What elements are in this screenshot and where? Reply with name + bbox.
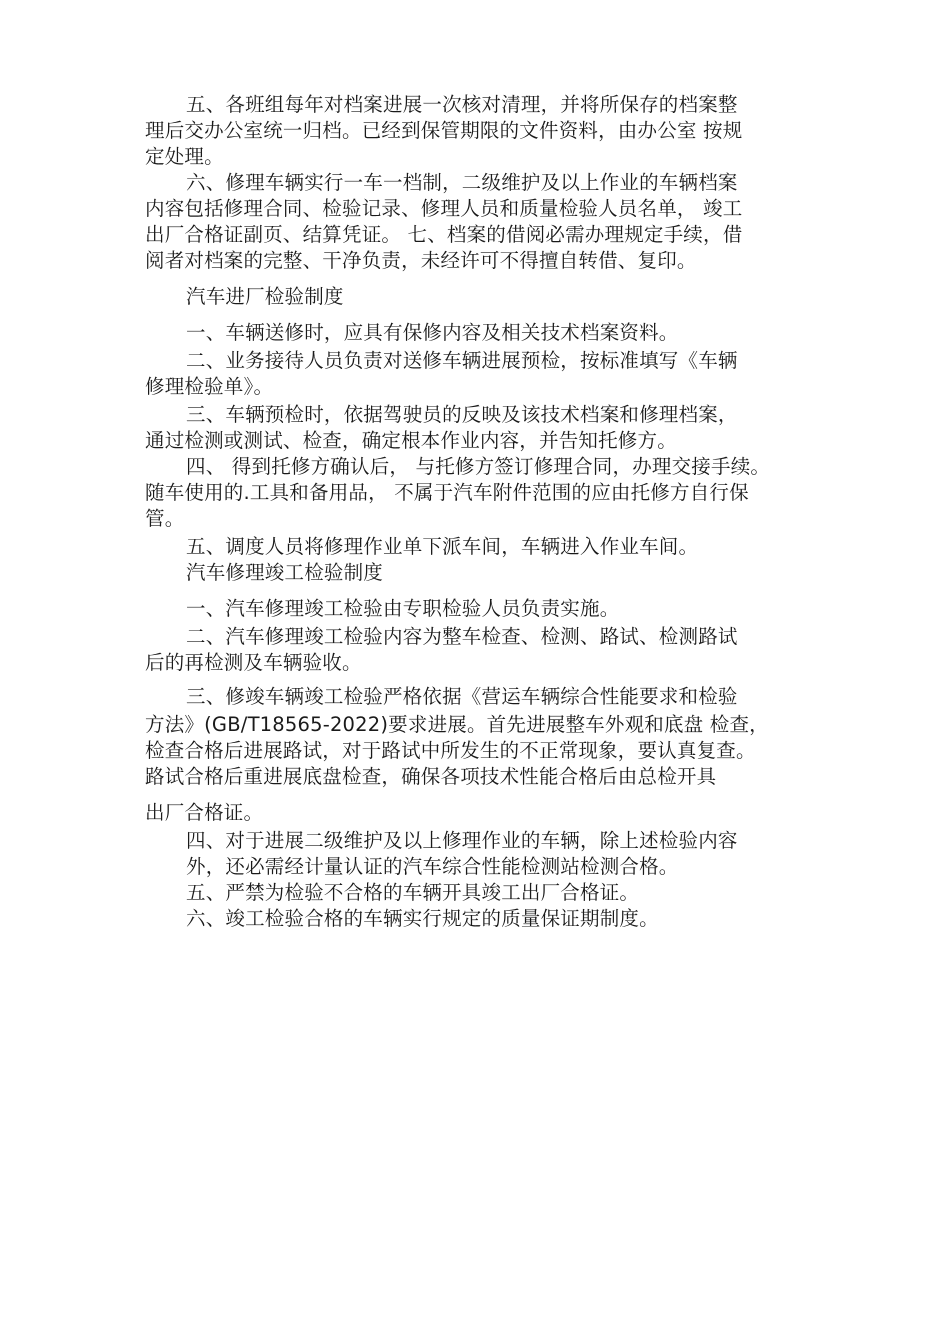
paragraph-line: 修理检验单》。 [145, 375, 274, 398]
paragraph-line: 检查合格后进展路试，对于路试中所发生的不正常现象，要认真复查。 [145, 739, 756, 762]
paragraph-line: 六、竣工检验合格的车辆实行规定的质量保证期制度。 [186, 907, 659, 930]
paragraph-line: 二、业务接待人员负责对送修车辆进展预检，按标准填写《车辆 [186, 349, 738, 372]
paragraph-line: 四、对于进展二级维护及以上修理作业的车辆，除上述检验内容 [186, 829, 738, 852]
paragraph-line: 五、调度人员将修理作业单下派车间，车辆进入作业车间。 [186, 535, 699, 558]
section-heading: 汽车修理竣工检验制度 [186, 561, 384, 584]
paragraph-line: 外，还必需经计量认证的汽车综合性能检测站检测合格。 [186, 855, 679, 878]
paragraph-line: 方法》(GB/T18565-2022)要求进展。首先进展整车外观和底盘 检查， [145, 713, 769, 736]
paragraph-line: 理后交办公室统一归档。已经到保管期限的文件资料，由办公室 按规 [145, 119, 743, 142]
section-heading: 汽车进厂检验制度 [186, 285, 344, 308]
paragraph-line: 一、车辆送修时，应具有保修内容及相关技术档案资料。 [186, 321, 679, 344]
paragraph-line: 一、汽车修理竣工检验由专职检验人员负责实施。 [186, 597, 620, 620]
paragraph-line: 四、 得到托修方确认后， 与托修方签订修理合同，办理交接手续。 [186, 455, 771, 478]
paragraph-line: 管。 [145, 507, 185, 530]
paragraph-line: 出厂合格证。 [145, 801, 264, 824]
paragraph-line: 随车使用的.工具和备用品， 不属于汽车附件范围的应由托修方自行保 [145, 481, 749, 504]
paragraph-line: 五、严禁为检验不合格的车辆开具竣工出厂合格证。 [186, 881, 640, 904]
paragraph-line: 定处理。 [145, 145, 224, 168]
paragraph-line: 五、各班组每年对档案进展一次核对清理，并将所保存的档案整 [186, 93, 738, 116]
paragraph-line: 三、修竣车辆竣工检验严格依据《营运车辆综合性能要求和检验 [186, 685, 738, 708]
paragraph-line: 内容包括修理合同、检验记录、修理人员和质量检验人员名单， 竣工 [145, 197, 743, 220]
paragraph-line: 通过检测或测试、检查，确定根本作业内容，并告知托修方。 [145, 429, 677, 452]
paragraph-line: 阅者对档案的完整、干净负责，未经许可不得擅自转借、复印。 [145, 249, 697, 272]
paragraph-line: 出厂合格证副页、结算凭证。 七、档案的借阅必需办理规定手续，借 [145, 223, 743, 246]
paragraph-line: 后的再检测及车辆验收。 [145, 651, 362, 674]
paragraph-line: 六、修理车辆实行一车一档制，二级维护及以上作业的车辆档案 [186, 171, 738, 194]
paragraph-line: 路试合格后重进展底盘检查，确保各项技术性能合格后由总检开具 [145, 765, 717, 788]
paragraph-line: 三、车辆预检时，依据驾驶员的反映及该技术档案和修理档案， [186, 403, 738, 426]
paragraph-line: 二、汽车修理竣工检验内容为整车检查、检测、路试、检测路试 [186, 625, 738, 648]
